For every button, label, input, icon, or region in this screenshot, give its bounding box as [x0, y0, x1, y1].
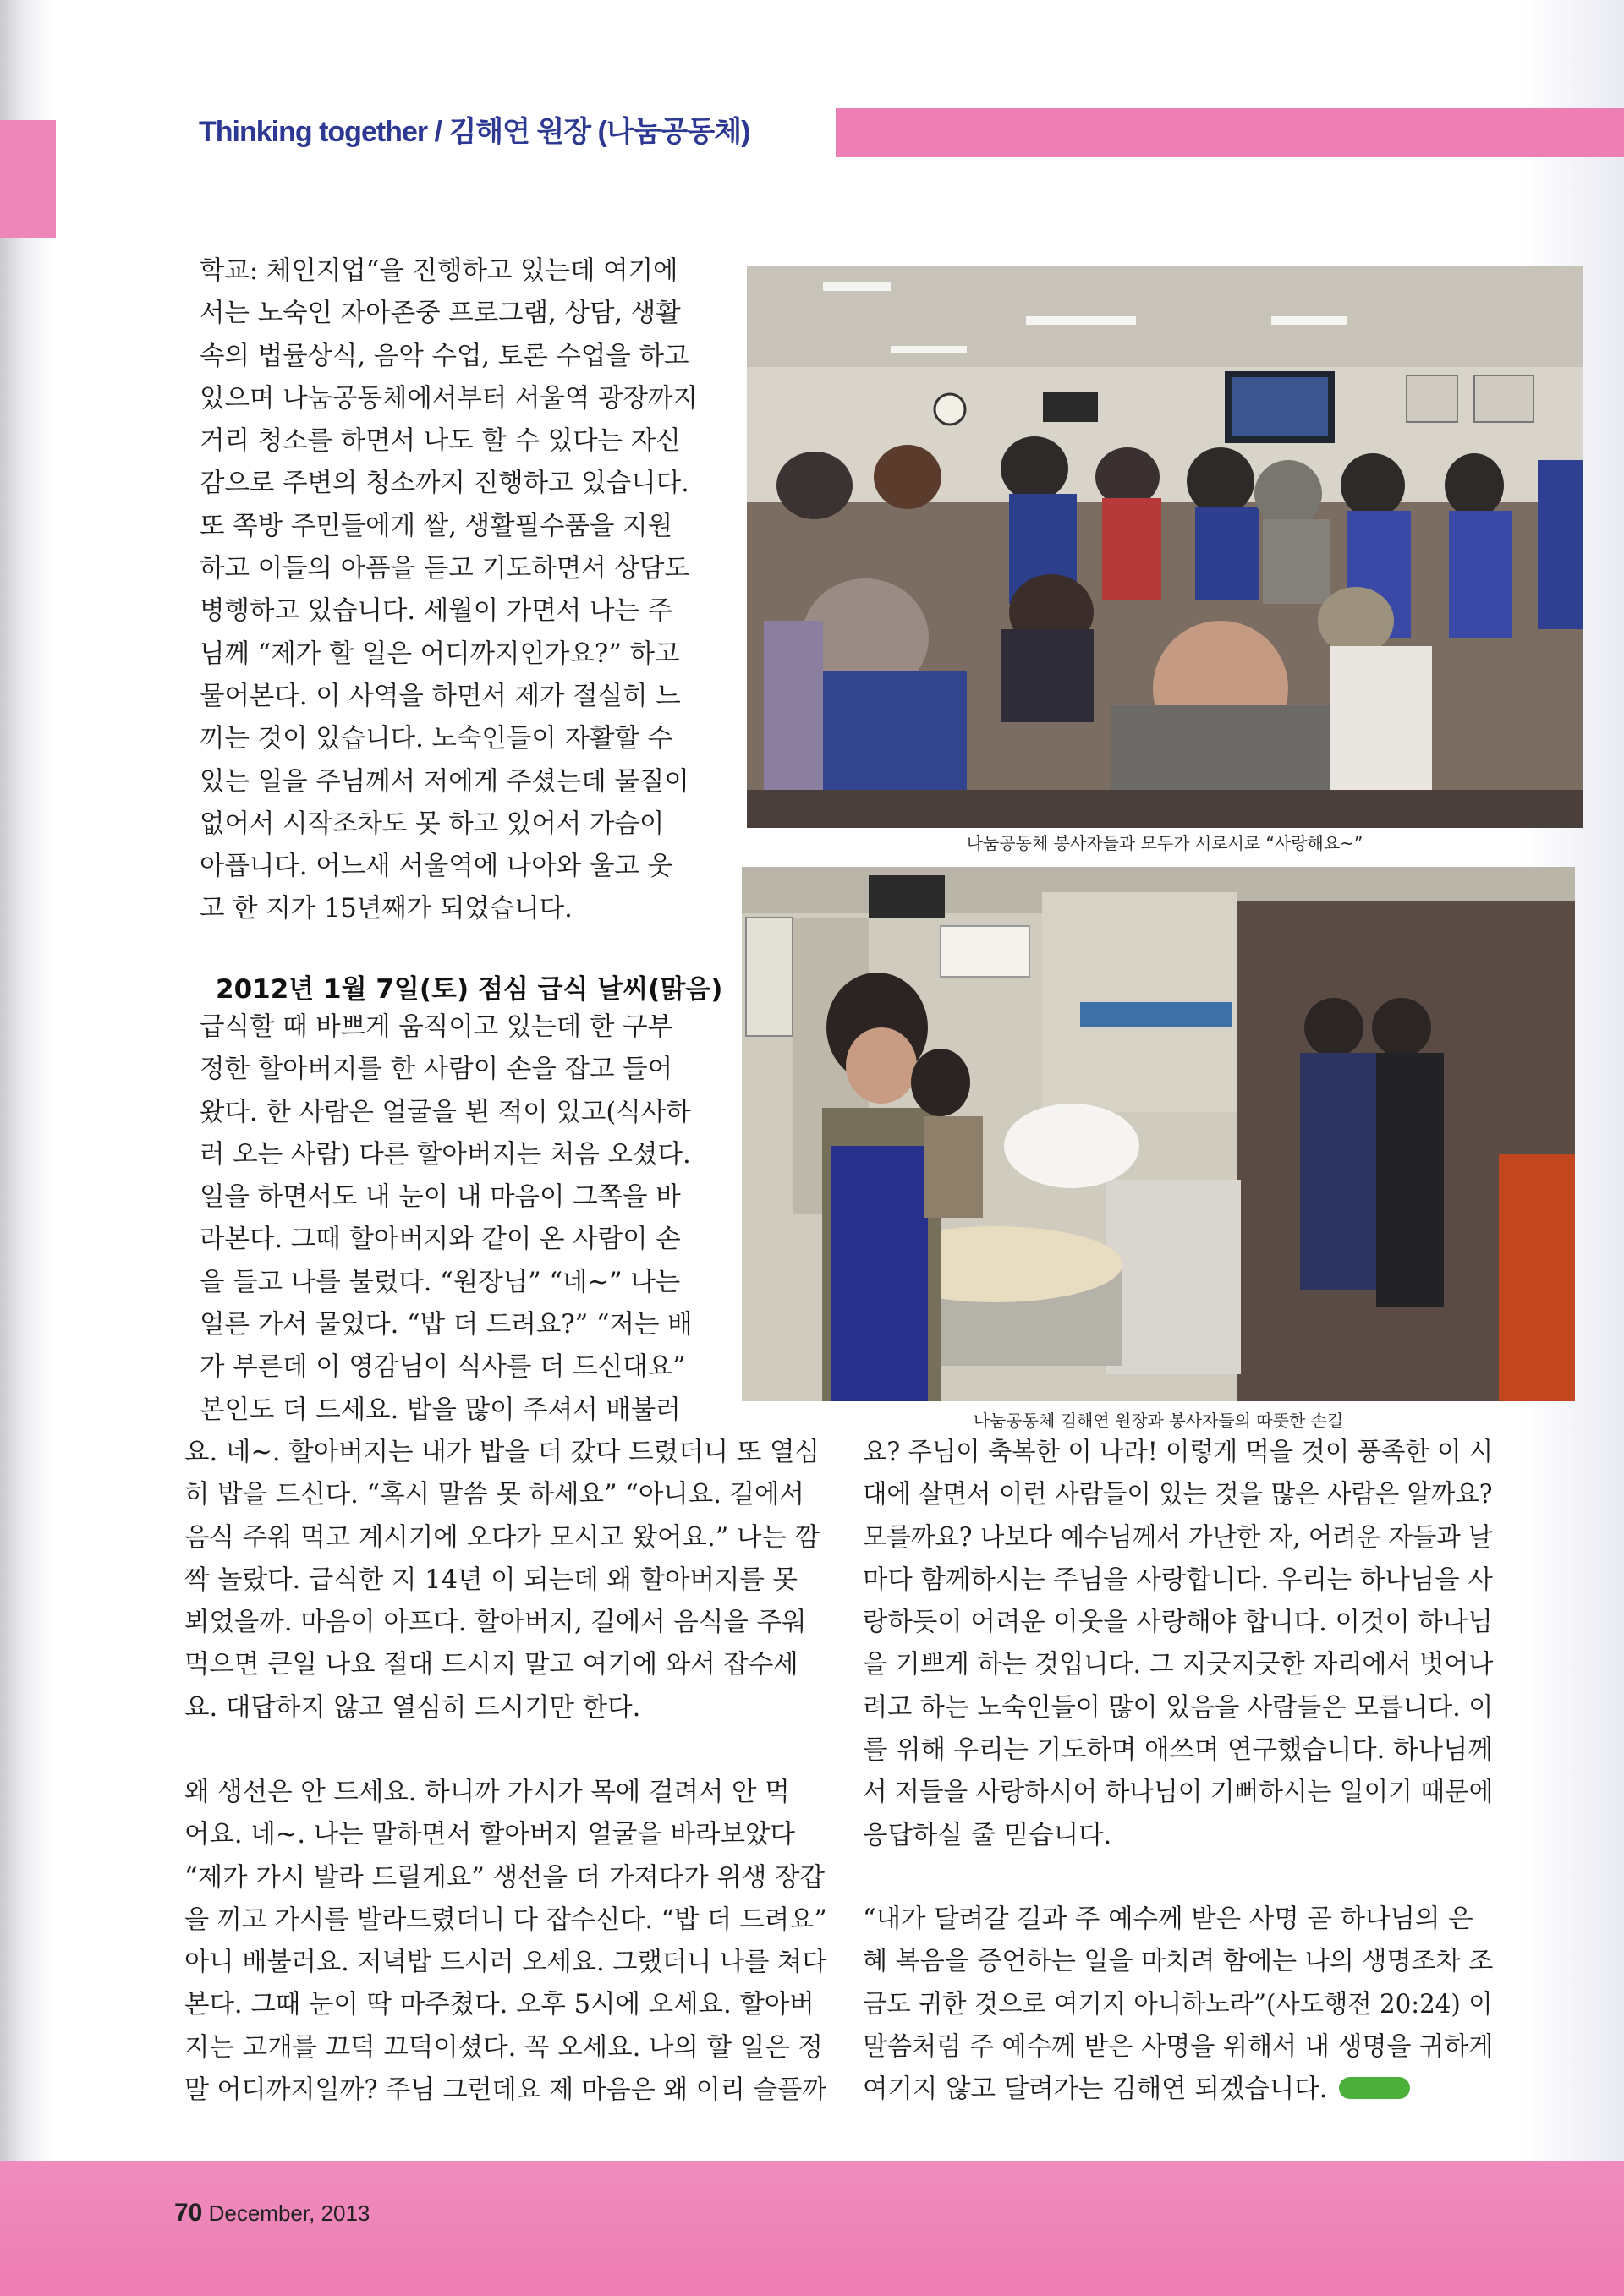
text-line: 요. 대답하지 않고 열심히 드시기만 한다.: [184, 1692, 641, 1723]
text-line: 또 쪽방 주민들에게 쌀, 생활필수품을 지원: [200, 511, 673, 541]
text-line: 왜 생선은 안 드세요. 하니까 가시가 목에 걸려서 안 먹: [184, 1778, 790, 1807]
text-line: 아니 배불러요. 저녁밥 드시러 오세요. 그랬더니 나를 쳐다: [184, 1948, 827, 1978]
scripture-quote-text: [863, 1899, 1518, 2111]
text-line: 마다 함께하시는 주님을 사랑합니다. 우리는 하나님을 사: [863, 1564, 1493, 1595]
page-folio: [174, 2199, 370, 2228]
text-line: 뵈었을까. 마음이 아프다. 할아버지, 길에서 음식을 주워: [184, 1608, 807, 1638]
photo-1-caption: 나눔공동체 봉사자들과 모두가 서로서로 “사랑해요~”: [966, 833, 1363, 853]
text-line: 러 오는 사람) 다른 할아버지는 처음 오셨다.: [200, 1139, 691, 1170]
text-line: 속의 법률상식, 음악 수업, 토론 수업을 하고: [200, 341, 689, 371]
text-line: 요. 네~. 할아버지는 내가 밥을 더 갔다 드렸더니 또 열심: [184, 1438, 820, 1467]
text-line: 본인도 더 드세요. 밥을 많이 주셔서 배불러: [200, 1395, 681, 1425]
text-line: 히 밥을 드신다. “혹시 말씀 못 하세요” “아니요. 길에서: [184, 1480, 804, 1510]
photo-meal-service: [742, 867, 1575, 1401]
diary-entry-text: [200, 1006, 693, 1432]
text-line: 을 들고 나를 불렀다. “원장님” “네~” 나는: [200, 1267, 681, 1297]
text-line: 대에 살면서 이런 사람들이 있는 것을 많은 사람은 알까요?: [863, 1480, 1493, 1510]
issue-date: December, 2013: [202, 2200, 370, 2226]
text-line: 지는 고개를 끄덕 끄덕이셨다. 꼭 오세요. 나의 할 일은 정: [184, 2032, 823, 2063]
text-line: 말 어디까지일까? 주님 그런데요 제 마음은 왜 이리 슬플까: [184, 2075, 827, 2106]
text-line: 여기지 않고 달려가는 김해연 되겠습니다.: [863, 2069, 1518, 2111]
text-line: 가 부른데 이 영감님이 식사를 더 드신대요”: [200, 1352, 686, 1383]
text-line: 서는 노숙인 자아존중 프로그램, 상담, 생활: [200, 299, 681, 329]
text-line: 하고 이들의 아픔을 듣고 기도하면서 상담도: [200, 554, 689, 584]
text-line: 를 위해 우리는 기도하며 애쓰며 연구했습니다. 하나님께: [863, 1735, 1493, 1766]
text-line: 왔다. 한 사람은 얼굴을 뵌 적이 있고(식사하: [200, 1097, 691, 1127]
page-binding-edge: [0, 0, 52, 2296]
text-line: 말씀처럼 주 예수께 받은 사명을 위해서 내 생명을 귀하게: [863, 2031, 1494, 2062]
text-line: 얼른 가서 물었다. “밥 더 드려요?” “저는 배: [200, 1310, 693, 1340]
text-line: 병행하고 있습니다. 세월이 가면서 나는 주: [200, 596, 673, 627]
fish-story-text: [184, 1772, 837, 2112]
page-number: 70: [174, 2199, 203, 2227]
text-line: 감으로 주변의 청소까지 진행하고 있습니다.: [200, 469, 689, 499]
text-line: 요? 주님이 축복한 이 나라! 이렇게 먹을 것이 풍족한 이 시: [863, 1438, 1494, 1467]
column-1-text: [200, 250, 698, 931]
text-line: 어요. 네~. 나는 말하면서 할아버지 얼굴을 바라보았다: [184, 1820, 795, 1850]
photo-2-caption: 나눔공동체 김해연 원장과 봉사자들의 따뜻한 손길: [973, 1411, 1344, 1431]
text-line: 있으며 나눔공동체에서부터 서울역 광장까지: [200, 383, 698, 414]
text-line: 짝 놀랐다. 급식한 지 14년 이 되는데 왜 할아버지를 못: [184, 1564, 798, 1595]
text-line: 금도 귀한 것으로 여기지 아니하노라”(사도행전 20:24) 이: [863, 1989, 1493, 2019]
footer-pink-band: [0, 2161, 1624, 2296]
text-line: 학교: 체인지업“을 진행하고 있는데 여기에: [200, 256, 678, 286]
text-line: 정한 할아버지를 한 사람이 손을 잡고 들어: [200, 1055, 673, 1085]
header-author: 김해연 원장 (나눔공동체): [448, 116, 750, 148]
header-pink-bar: [836, 108, 1624, 157]
text-line: 라본다. 그때 할아버지와 같이 온 사람이 손: [200, 1225, 681, 1255]
text-line: 을 끼고 가시를 발라드렸더니 다 잡수신다. “밥 더 드려요”: [184, 1904, 827, 1935]
text-line: 아픕니다. 어느새 서울역에 나아와 울고 웃: [200, 852, 673, 882]
text-line: 랑하듯이 어려운 이웃을 사랑해야 합니다. 이것이 하나님: [863, 1608, 1493, 1638]
text-line: 음식 주워 먹고 계시기에 오다가 모시고 왔어요.” 나는 깜: [184, 1522, 820, 1553]
text-line: 본다. 그때 눈이 딱 마주쳤다. 오후 5시에 오세요. 할아버: [184, 1990, 815, 2020]
text-line: 응답하실 줄 믿습니다.: [863, 1820, 1112, 1850]
photo-volunteers-exercise: [747, 266, 1583, 828]
diary-continued-text: [184, 1432, 820, 1729]
diary-heading: 2012년 1월 7일(토) 점심 급식 날씨(맑음): [216, 974, 723, 1005]
header-slash: /: [427, 116, 449, 148]
text-line: 고 한 지가 15년째가 되었습니다.: [200, 894, 573, 924]
text-line: 거리 청소를 하면서 나도 할 수 있다는 자신: [200, 426, 681, 457]
text-line: “제가 가시 발라 드릴게요” 생선을 더 가져다가 위생 장갑: [184, 1862, 825, 1893]
text-line: 먹으면 큰일 나요 절대 드시지 말고 여기에 와서 잡수세: [184, 1650, 798, 1680]
section-header: [199, 108, 749, 150]
text-line: “내가 달려갈 길과 주 예수께 받은 사명 곧 하나님의 은: [863, 1904, 1473, 1934]
text-line: 려고 하는 노숙인들이 많이 있음을 사람들은 모릅니다. 이: [863, 1692, 1494, 1723]
text-line: 물어본다. 이 사역을 하면서 제가 절실히 느: [200, 681, 681, 711]
text-line: 님께 “제가 할 일은 어디까지인가요?” 하고: [200, 638, 680, 669]
text-line: 일을 하면서도 내 눈이 내 마음이 그쪽을 바: [200, 1182, 681, 1213]
text-line: 끼는 것이 있습니다. 노숙인들이 자활할 수: [200, 724, 673, 754]
text-line: 있는 일을 주님께서 저에게 주셨는데 물질이: [200, 766, 689, 797]
text-line: 급식할 때 바쁘게 움직이고 있는데 한 구부: [200, 1012, 673, 1042]
magazine-logo-badge: [1339, 2077, 1410, 2099]
text-line: 혜 복음을 증언하는 일을 마치려 함에는 나의 생명조차 조: [863, 1947, 1494, 1977]
pink-side-tab: [0, 120, 56, 238]
text-line: 없어서 시작조차도 못 하고 있어서 가슴이: [200, 808, 665, 839]
column-2-text: [863, 1432, 1517, 1857]
text-line: 모를까요? 나보다 예수님께서 가난한 자, 어려운 자들과 날: [863, 1522, 1493, 1553]
text-line: 서 저들을 사랑하시어 하나님이 기뻐하시는 일이기 때문에: [863, 1778, 1494, 1808]
section-name: Thinking together: [199, 116, 428, 148]
text-line: 을 기쁘게 하는 것입니다. 그 지긋지긋한 자리에서 벗어나: [863, 1650, 1494, 1680]
